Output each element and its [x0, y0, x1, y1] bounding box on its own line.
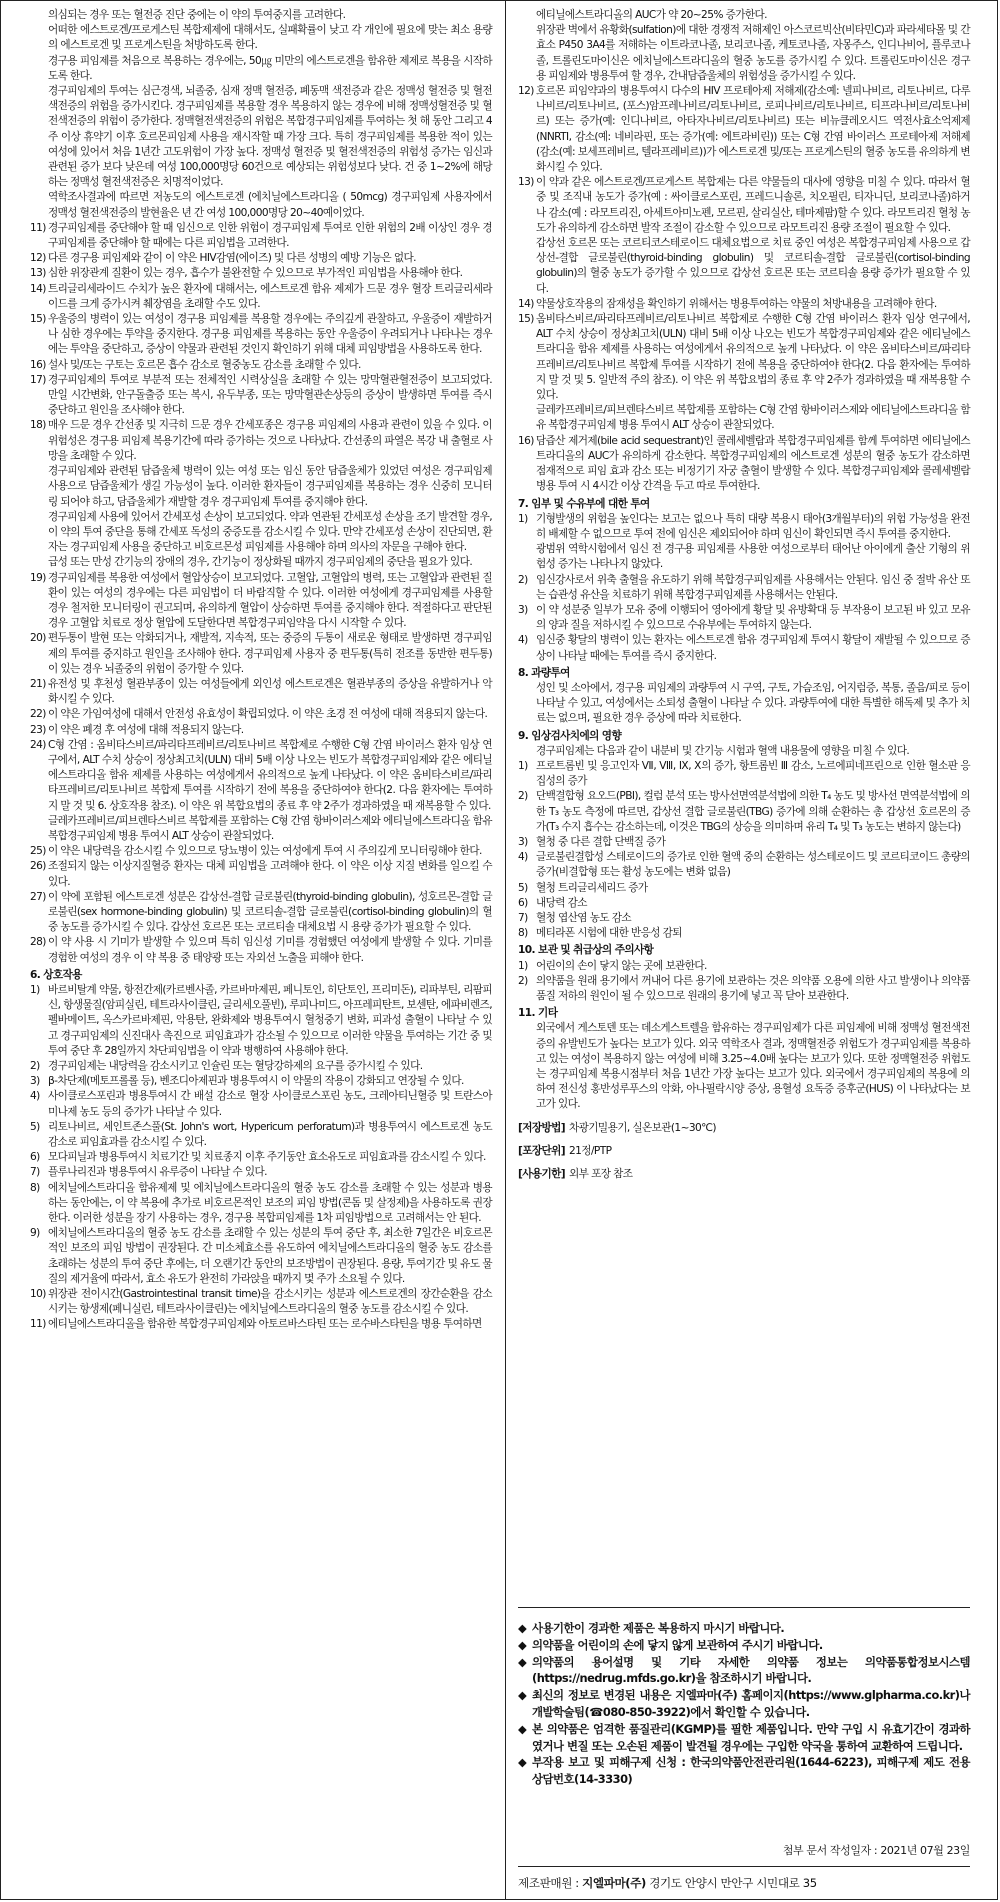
numbered-item — [30, 890, 492, 936]
numbered-item — [518, 974, 970, 1004]
notice-text: 부작용 보고 및 피해구제 신청 : 한국의약품안전관리원(1644-6223), 피해구제 제도 전용 상담번호(14-3330) — [532, 1755, 970, 1787]
item-text: 옴비타스비르/파리타프레비르/리토나비르 복합제로 수행한 C형 간염 바이러스 환자 임상 연구에서, ALT 수치 상승이 정상최고치(ULN) 대비 5배 이상 나오는 빈도가 복합경구피임제와 같은 에티닐에스트라디올 함유 제제를 사용하는 여성에게서 유의적으로 높게 나타났다. 이 약은 옴비타스비르/파리타프레비르/리토나비르 복합제 투여를 시작하기 전에 복용을 중단하여야 한다(2. 다음 환자에는 투여하지 말 것 및 5. 일반적 주의 참조). 이 약은 위 복합요법의 종료 후 약 2주가 경과하였을 때 재복용할 수 있다. — [536, 313, 970, 402]
numbered-item — [518, 603, 970, 633]
numbered-item — [518, 297, 970, 312]
numbered-item — [518, 789, 970, 835]
paragraph: 경구피임제와 관련된 담즙울체 병력이 있는 여성 또는 임신 동안 담즙울체가 있었던 여성은 경구피임제 사용으로 담즙울체가 생길 가능성이 높다. 이러한 환자들이 경구피임제를 복용하는 경우 신중히 모니터링 되어야 하고, 담즙울체가 재발할 경우 경구피임제 투여를 중지해야 한다. — [48, 465, 492, 508]
item-text: 글로불린결합성 스테로이드의 증가로 인한 혈액 중의 순환하는 성스테로이드 및 코르티코이드 총량의 증가(비결합형 또는 활성 농도에는 변화 없음) — [536, 851, 970, 879]
item-text: β-차단제(메토프롤롤 등), 벤조디아제핀과 병용투여시 이 약물의 작용이 강화되고 연장될 수 있다. — [48, 1075, 464, 1088]
section-9-heading: 9. 임상검사치에의 영향 — [518, 729, 622, 742]
item-text: 다른 경구용 피임제와 같이 이 약은 HIV감염(에이즈) 및 다른 성병의 예방 기능은 없다. — [48, 252, 416, 265]
numbered-item — [30, 282, 492, 312]
item-text: 심한 위장관계 질환이 있는 경우, 흡수가 불완전할 수 있으므로 부가적인 피임법을 사용해야 한다. — [48, 267, 463, 280]
item-number: 24) — [30, 738, 46, 751]
paragraph: 의심되는 경우 또는 혈전증 진단 중에는 이 약의 투여중지를 고려한다. — [48, 9, 346, 21]
diamond-bullet-icon: ◆ — [518, 1654, 527, 1669]
item-number: 5) — [518, 881, 528, 894]
notice-item — [518, 1620, 970, 1637]
item-text: 프로트롬빈 및 응고인자 Ⅶ, Ⅷ, Ⅸ, Ⅹ의 증가, 항트롬빈 Ⅲ 감소, 노르에피네프린으로 인한 혈소판 응집성의 증가 — [536, 759, 970, 788]
numbered-item — [30, 723, 492, 738]
item-number: 10) — [30, 1288, 46, 1301]
item-text: 임신강사로서 위축 출혈을 유도하기 위해 복합경구피임제를 사용해서는 안된다. 임신 중 절박 유산 또는 습관성 유산을 치료하기 위해 복합경구피임제를 사용해서는 안된다. — [536, 573, 970, 601]
item-text: 경구피임제를 복용한 여성에서 혈압상승이 보고되었다. 고혈압, 고혈압의 병력, 또는 고혈압과 관련된 질환이 있는 여성의 경우에는 다른 피임법이 더 바람직할 수 있다. 이러한 여성에게 경구피임제를 사용할 경우 철저한 모니터링이 권고되며, 유의하게 혈압이 상승하면 투여를 중지해야 한다. 적절하다고 판단된 경우 고혈압 치료로 정상 혈압에 도달한다면 복합경구피임약을 다시 시작할 수 있다. — [48, 571, 492, 630]
item-text: 위장관 전이시간(Gastrointestinal transit time)을 감소시키는 성분과 에스트로겐의 장간순환을 감소시키는 항생제(페니실린, 테트라사이클린)는 에치닐에스트라디올의 혈중 농도를 감소시킬 수 있다. — [48, 1288, 492, 1316]
numbered-item — [518, 926, 970, 941]
storage-row — [518, 1121, 970, 1136]
item-number: 1) — [30, 984, 40, 996]
item-text: 트리글리세라이드 수치가 높은 환자에 대해서는, 에스트로겐 함유 제제가 드문 경우 혈장 트리글리세라이드를 크게 증가시켜 췌장염을 초래할 수도 있다. — [48, 282, 492, 310]
numbered-item — [30, 571, 492, 632]
section-7-heading: 7. 임부 및 수유부에 대한 투여 — [518, 497, 650, 510]
item-text: 이 약은 내당력을 감소시킬 수 있으므로 당뇨병이 있는 여성에게 투여 시 주의깊게 모니터링해야 한다. — [48, 845, 482, 858]
paragraph: 역학조사결과에 따르면 저농도의 에스트로겐 (에치닐에스트라디올 ( 50mcg) 경구피임제 사용자에서 정맥성 혈전색전증의 발현율은 년 간 여성 100,000명당 20~40예이었다. — [48, 191, 492, 219]
paragraph: 급성 또는 만성 간기능의 장애의 경우, 간기능이 정상화될 때까지 경구피임제의 중단을 필요가 있다. — [48, 556, 473, 569]
paragraph: 에티닐에스트라디올의 AUC가 약 20~25% 증가한다. — [536, 9, 767, 21]
paragraph: 어떠한 에스트로겐/프로게스틴 복합제제에 대해서도, 실패확률이 낮고 각 개인에 필요에 맞는 최소 용량의 에스트로겐 및 프로게스틴을 처방하도록 한다. — [48, 24, 492, 52]
item-number: 9) — [30, 1227, 40, 1240]
item-number: 15) — [30, 313, 46, 326]
item-text: 단백결합형 요오드(PBI), 컬럼 분석 또는 방사선면역분석법에 의한 T₄ 농도 및 방사선 면역분석법에 의한 T₃ 농도 측정에 따르면, 갑상선 결합 글로불린(TBG) 증가에 의해 순환하는 총 갑상선 호르몬의 증가(T₃ 수지 흡수는 감소하는데, 이것은 TBG의 상승을 의미하며 유리 T₄ 및 T₃ 농도는 변하지 않는다) — [536, 790, 970, 833]
paragraph: 글레카프레비르/피브렌타스비르 복합제를 포함하는 C형 간염 항바이러스제와 에티닐에스트라디올 함유 복합경구피임제 병용 투여시 ALT 상승이 관찰되었다. — [48, 814, 492, 842]
numbered-item — [30, 859, 492, 889]
item-text: 이 약은 폐경 후 여성에 대해 적용되지 않는다. — [48, 723, 244, 736]
numbered-item — [30, 738, 492, 814]
item-number: 6) — [30, 1151, 40, 1164]
column-divider — [505, 0, 506, 1900]
item-number: 13) — [30, 267, 46, 280]
numbered-item — [30, 631, 492, 677]
item-number: 22) — [30, 708, 46, 721]
numbered-item — [30, 373, 492, 419]
item-text: C형 간염 : 옴비타스비르/파리타프레비르/리토나비르 복합제로 수행한 C형 간염 바이러스 환자 임상 연구에서, ALT 수치 상승이 정상최고치(ULN) 대비 5배 이상 나오는 빈도가 복합경구피임제와 같은 에티닐에스트라디올 함유 제제를 사용하는 여성에게서 유의적으로 높게 나타났다. 이 약은 옴비타스비르/파리타프레비르/리토나비르 복합제 투여를 시작하기 전에 복용을 중단하여야 한다(2. 다음 환자에는 투여하지 말 것 및 6. 상호작용 참조). 이 약은 위 복합요법의 종료 후 약 2주가 경과하였을 때 재복용할 수 있다. — [48, 738, 492, 812]
numbered-item — [30, 844, 492, 859]
diamond-bullet-icon: ◆ — [518, 1688, 527, 1703]
item-number: 4) — [30, 1090, 40, 1103]
left-column — [30, 8, 492, 1333]
item-text: 혈청 중 다른 결합 단백질 증가 — [536, 835, 666, 848]
item-number: 1) — [518, 759, 528, 772]
numbered-item — [518, 312, 970, 403]
item-text: 호르몬 피임약과의 병용투여시 다수의 HIV 프로테아제 저해제(감소예: 넬피나비르, 리토나비르, 다루나비르/리토나비르, (포스)암프레나비르/리토나비르, 로피나비르/리토나비르, 티프라나비르/리토나비르) 또는 증가(예: 인디나비르, 아타자나비르/리토나비르) 또는 비뉴클레오시드 역전사효소억제제(NNRTI, 감소(예: 네비라핀, 또는 증가(예: 에트라비린)) 또는 C형 간염 바이러스 프로테아제 저해제(감소(예: 보세프레비르, 텔라프레비르))가 에스트로겐 및/또는 프로게스틴의 혈중 농도를 유의하게 변화시킬 수 있다. — [536, 85, 970, 174]
notice-text: 의약품의 용어설명 및 기타 자세한 의약품 정보는 의약품통합정보시스템(https://nedrug.mfds.go.kr)을 참조하시기 바랍니다. — [532, 1654, 970, 1686]
item-number: 27) — [30, 890, 46, 903]
item-text: 우울증의 병력이 있는 여성이 경구용 피임제를 복용할 경우에는 주의깊게 관찰하고, 우울증이 재발하거나 심한 경우에는 투약을 중지한다. 경구용 피임제를 복용하는 동안 우울증이 우려되거나 나타나는 경우에는 투약을 중단하고, 증상이 약물과 관련된 것인지 확인하기 위해 대체 피임방법을 사용하도록 한다. — [48, 313, 492, 356]
notice-item — [518, 1654, 970, 1688]
expiry-label: [사용기한] — [518, 1168, 566, 1181]
maker-name: 지엘파마(주) — [582, 1876, 646, 1890]
numbered-item — [30, 1074, 492, 1089]
notice-item — [518, 1687, 970, 1721]
item-text: 설사 및/또는 구토는 호르몬 흡수 감소로 혈중농도 감소를 초래할 수 있다. — [48, 358, 361, 371]
item-number: 2) — [518, 974, 528, 987]
numbered-item — [30, 1150, 492, 1165]
numbered-item — [30, 1317, 492, 1332]
item-number: 21) — [30, 677, 46, 690]
notice-item — [518, 1754, 970, 1788]
numbered-item — [518, 881, 970, 896]
notice-text: 사용기한이 경과한 제품은 복용하지 마시기 바랍니다. — [532, 1621, 785, 1635]
notice-item — [518, 1637, 970, 1654]
item-text: 에티닐에스트라디올을 함유한 복합경구피임제와 아토르바스타틴 또는 로수바스타틴을 병용 투여하면 — [48, 1318, 482, 1331]
notice-text: 본 의약품은 엄격한 품질관리(KGMP)를 필한 제품입니다. 만약 구입 시 유효기간이 경과하였거나 변질 또는 오손된 제품이 발견될 경우에는 구입한 약국을 통하여 교환하여 드립니다. — [532, 1721, 970, 1753]
item-text: 경구피임제를 중단해야 할 때 임신으로 인한 위험이 경구피임제 투여로 인한 위험의 2배 이상인 경우 경구피임제를 중단해야 할 때에는 다른 피임법을 고려한다. — [48, 221, 492, 250]
numbered-item — [518, 573, 970, 603]
item-number: 5) — [30, 1120, 40, 1133]
numbered-item — [30, 221, 492, 251]
item-text: 조절되지 않는 이상지질혈증 환자는 대체 피임법을 고려해야 한다. 이 약은 이상 지질 변화를 일으킬 수 있다. — [48, 860, 492, 888]
item-text: 리토나비르, 세인트존스풀(St. John's wort, Hypericum perforatum)과 병용투여시 에스트로겐 농도 감소로 피임효과를 감소시킬 수 있다. — [48, 1120, 492, 1149]
item-number: 2) — [518, 790, 528, 803]
item-text: 내당력 감소 — [536, 896, 587, 909]
item-text: 에치닐에스트라디올 함유제제 및 에치닐에스트라디올의 혈중 농도 감소를 초래할 수 있는 성분과 병용하는 동안에는, 이 약 복용에 추가로 비호르몬적인 보조의 피임 방법(콘돔 및 살정제)을 사용하도록 권장한다. 이러한 성분을 장기 사용하는 경우, 경구용 복합피임제를 1차 피임방법으로 고려해서는 안 된다. — [48, 1181, 492, 1225]
expiry-value: 외부 포장 참조 — [569, 1168, 633, 1181]
item-number: 2) — [30, 1060, 40, 1073]
item-text: 메티라폰 시험에 대한 반응성 감퇴 — [536, 927, 682, 940]
item-text: 플루나리진과 병용투여시 유루증이 나타날 수 있다. — [48, 1166, 267, 1179]
item-text: 담즙산 제거제(bile acid sequestrant)인 콜레세벨람과 복합경구피임제를 함께 투여하면 에티닐에스트라디올의 AUC가 유의하게 감소한다. 복합경구피임제의 에스트로겐 성분의 혈중 농도가 감소하면 점재적으로 피임 효과 감소 또는 비정기기 자궁 출혈이 발생할 수 있다. 복합경구피임제와 콜레세벨람 병용 투여 시 4시간 이상 간격을 두고 따로 투여한다. — [536, 434, 970, 493]
expiry-row — [518, 1167, 970, 1182]
item-number: 16) — [30, 358, 46, 371]
item-number: 14) — [30, 282, 46, 295]
paragraph: 경구용 피임제를 처음으로 복용하는 경우에는, 50㎍ 미만의 에스트로겐을 함유한 제제로 복용을 시작하도록 한다. — [48, 54, 492, 82]
numbered-item — [30, 983, 492, 1059]
item-number: 23) — [30, 723, 46, 736]
numbered-item — [518, 512, 970, 542]
item-text: 매우 드문 경우 간선종 및 지극히 드문 경우 간세포종은 경구용 피임제의 사용과 관련이 있을 수 있다. 이 위험성은 경구용 피임제 복용기간에 따라 증가하는 것으로 나타났다. 간선종의 파열은 복강 내 출혈로 사망을 초래할 수 있다. — [48, 419, 492, 462]
item-number: 2) — [518, 573, 528, 586]
item-number: 8) — [518, 927, 528, 940]
numbered-item — [518, 759, 970, 789]
item-text: 약물상호작용의 잠재성을 확인하기 위해서는 병용투여하는 약물의 처방내용을 고려해야 한다. — [536, 297, 937, 310]
item-number: 19) — [30, 571, 46, 584]
section-9-intro: 경구피임제는 다음과 같이 내분비 및 간기능 시험과 혈액 내용물에 영향을 미칠 수 있다. — [536, 744, 910, 757]
numbered-item — [518, 633, 970, 663]
numbered-item — [30, 312, 492, 358]
item-number: 3) — [518, 603, 528, 616]
item-number: 1) — [518, 959, 528, 972]
item-number: 11) — [30, 1318, 46, 1331]
item-number: 12) — [30, 252, 46, 265]
item-number: 3) — [30, 1075, 40, 1088]
item-text: 어린이의 손이 닿지 않는 곳에 보관한다. — [536, 959, 707, 972]
numbered-item — [30, 418, 492, 464]
paragraph: 위장관 벽에서 유황화(sulfation)에 대한 경쟁적 저해제인 아스코르빅산(비타민C)과 파라세타몰 및 간 효소 P450 3A4를 저해하는 이트라코나졸, 보리코나졸, 케토코나졸, 자몽주스, 인디나비어, 플루코나졸, 트롤린도마이신은 에치닐에스트라디올의 혈중 농도를 증가시킬 수 있다. 트롤린도마이신은 경구용 피임제와 병용투여 할 경우, 간내담즙울체의 위험성을 증가시킬 수 있다. — [536, 24, 970, 82]
section-8-text: 성인 및 소아에서, 경구용 피임제의 과량투여 시 구역, 구토, 가슴조임, 어지럼증, 복통, 졸음/피로 등이 나타날 수 있고, 여성에서는 소퇴성 출혈이 나타날 수 있다. 과량투여에 대한 특별한 해독제 및 추가 치료는 없으며, 필요한 경우 증상에 따라 치료한다. — [536, 681, 970, 725]
package-row — [518, 1144, 970, 1159]
diamond-bullet-icon: ◆ — [518, 1621, 527, 1635]
maker-address: 경기도 안양시 만안구 시민대로 35 — [649, 1876, 817, 1890]
item-text: 편두통이 발현 또는 악화되거나, 재발적, 지속적, 또는 중증의 두통이 새로운 형태로 발생하면 경구피임제의 투여를 중지하고 원인을 조사해야 한다. 경구피임제 사용자 중 편두통(특히 전조를 동반한 편두통)이 있는 경우 뇌졸중의 위험이 증가할 수 있다. — [48, 632, 492, 675]
numbered-item — [30, 1226, 492, 1287]
notice-text: 최신의 정보로 변경된 내용은 지엘파마(주) 홈페이지(https://www.glpharma.co.kr)나 개발학술팀(☎080-850-3922)에서 확인할 수 있습니다. — [532, 1688, 970, 1719]
numbered-item — [30, 707, 492, 722]
item-text: 혈청 엽산염 농도 감소 — [536, 911, 632, 924]
item-number: 7) — [518, 911, 528, 924]
item-text: 이 약에 포함된 에스트로겐 성분은 갑상선-결합 글로불린(thyroid-binding globulin), 성호르몬-결합 글로불린(sex hormone-binding globulin) 및 코르티솔-결합 글로불린(cortisol-binding globulin)의 혈중 농도를 증가시킬 수 있다. 갑상선 호르몬 또는 코르티솔 대체요법 시 용량 증가가 필요할 수 있다. — [48, 890, 492, 934]
manufacturer-info — [518, 1866, 970, 1891]
item-text: 이 약과 같은 에스트로겐/프로게스트 복합제는 다른 약물들의 대사에 영향을 미칠 수 있다. 따라서 혈중 및 조직내 농도가 증가(예 : 싸이클로스포린, 프레드니솔론, 치오필린, 티자니딘, 보리코나졸)하거나 감소(예 : 라모트리진, 아세트아미노펜, 모르핀, 살리실산, 테마제팜)할 수 있다. 라모트리진 혈청 농도가 유의하게 감소하면 발작 조절이 감소할 수 있으므로 라모트리진 용량 조절이 필요할 수 있다. — [536, 176, 970, 234]
item-text: 기형발생의 위험을 높인다는 보고는 없으나 특히 대량 복용시 태아(3개월부터)의 위험 가능성을 완전히 배제할 수 없으므로 투여 전에 임신은 제외되어야 하며 임신이 확인되면 즉시 투여를 중지한다. — [536, 512, 970, 540]
section-10-heading: 10. 보관 및 취급상의 주의사항 — [518, 944, 654, 957]
numbered-item — [30, 251, 492, 266]
numbered-item — [30, 1089, 492, 1119]
item-text: 유전성 및 후천성 혈관부종이 있는 여성들에게 외인성 에스트로겐은 혈관부종의 증상을 유발하거나 악화시킬 수 있다. — [48, 677, 492, 706]
item-number: 14) — [518, 297, 534, 310]
item-number: 4) — [518, 851, 528, 864]
item-number: 6) — [518, 896, 528, 909]
item-number: 4) — [518, 634, 528, 647]
numbered-item — [518, 84, 970, 175]
item-number: 18) — [30, 419, 46, 432]
numbered-item — [30, 1059, 492, 1074]
numbered-item — [30, 677, 492, 707]
numbered-item — [518, 835, 970, 850]
notice-item — [518, 1721, 970, 1755]
numbered-item — [518, 959, 970, 974]
notice-box — [518, 1607, 970, 1788]
right-column — [518, 8, 970, 1182]
storage-value: 차광기밀용기, 실온보관(1~30℃) — [569, 1121, 716, 1134]
storage-label: [저장방법] — [518, 1121, 566, 1134]
item-number: 28) — [30, 936, 46, 949]
numbered-item — [30, 266, 492, 281]
item-number: 20) — [30, 632, 46, 645]
numbered-item — [30, 1181, 492, 1227]
section-11-text: 외국에서 게스토덴 또는 데소게스트렐을 함유하는 경구피임제가 다른 피임제에 비해 정맥성 혈전색전증의 유발빈도가 높다는 보고가 있다. 외국 역학조사 결과, 정맥혈전증 위험도가 경구피임제를 복용하고 있는 여성이 복용하지 않는 여성에 비해 3.25~4.0배 높다는 보고가 있다. 또한 정맥혈전증 위험도는 경구피임제 복용시점부터 처음 1년간 가장 높다는 보고가 있다. 외국에서 경구피임제의 복용에 의하여 전신성 홍반성루푸스의 악화, 아나필락시양 증상, 용혈성 요독증 증후군(HUS) 이 나타났다는 보고가 있다. — [536, 1022, 970, 1111]
numbered-item — [30, 1165, 492, 1180]
item-number: 11) — [30, 221, 46, 234]
numbered-item — [518, 896, 970, 911]
item-number: 16) — [518, 434, 534, 447]
numbered-item — [30, 1120, 492, 1150]
item-number: 12) — [518, 85, 534, 98]
item-text: 바르비탈계 약물, 항전간제(카르벤사졸, 카르바마제핀, 페니토인, 히단토인, 프리미돈), 리파부틴, 리팜피신, 항생물질(암피실린, 테트라사이클린, 글리세오풀빈), 루피나미드, 아프레피탄트, 보센탄, 에파비렌즈, 펠바메이트, 옥스카르바제핀, 악용탄, 완화제와 병용투여시 혈청중기 변화, 피과성 출혈이 나타날 수 있고 경구피임제의 신진대사 촉진으로 피임효과가 감소될 수 있으므로 이러한 약물을 투여하는 기간 중 및 투여 중단 후 28일까지 차단피임법을 이 약과 병행하여 사용해야 한다. — [48, 984, 492, 1057]
item-text: 이 약 성분중 일부가 모유 중에 이행되어 영아에게 황달 및 유방확대 등 부작용이 보고된 바 있고 모유의 양과 질을 저하시킬 수 있으므로 수유부에는 투여하지 않는다. — [536, 603, 970, 632]
paragraph: 경구피임제의 투여는 심근경색, 뇌졸중, 심재 정맥 혈전증, 폐동맥 색전증과 같은 정맥성 혈전증 및 혈전색전증의 위험을 증가시킨다. 경구피임제를 복용할 경우 복용하지 않는 경우에 비해 정맥성혈전증 및 혈전색전증의 위험이 증가한다. 정맥혈전색전증의 위험은 복합경구피임제를 투여하는 첫 해 동안 그리고 4주 이상 휴약기 이후 호르몬피임제 사용을 재시작할 때 가장 크다. 특히 경구피임제를 복용한 적이 있는 여성에 있어서 처음 1년간 고도위험이 가장 높다. 정맥성 혈전증 및 혈전색전증의 위험성 증가는 임신과 관련된 증가 보다 낮은데 여성 100,000명당 60건으로 예상되는 위험성보다 낮다. 건 중 1~2%에 해당하는 정맥성 혈전색전증은 치명적이었다. — [48, 85, 492, 189]
notice-text: 의약품을 어린이의 손에 닿지 않게 보관하여 주시기 바랍니다. — [532, 1637, 823, 1652]
paragraph: 글레카프레비르/피브렌타스비르 복합제를 포함하는 C형 간염 항바이러스제와 에티닐에스트라디올 함유 복합경구피임제 병용 투여시 ALT 상승이 관찰되었다. — [536, 404, 970, 432]
item-text: 의약품을 원래 용기에서 꺼내어 다른 용기에 보관하는 것은 의약품 오용에 의한 사고 발생이나 의약품 품질 저하의 원인이 될 수 있으므로 원래의 용기에 넣고 꼭 닫아 보관한다. — [536, 974, 970, 1002]
item-text: 모다피닐과 병용투여시 치료기간 및 치료종지 이후 주기동안 효소유도로 피임효과를 감소시킬 수 있다. — [48, 1151, 486, 1164]
section-6-heading: 6. 상호작용 — [30, 968, 82, 981]
document-date: 첨부 문서 작성일자 : 2021년 07월 23일 — [782, 1844, 970, 1857]
diamond-bullet-icon: ◆ — [518, 1721, 527, 1736]
item-number: 25) — [30, 845, 46, 858]
item-text: 경구피임제의 투여로 부분적 또는 전체적인 시력상실을 초래할 수 있는 망막혈관혈전증이 보고되었다. 만일 시간변화, 안구돌출증 또는 복시, 유두부종, 또는 망막혈관손상등의 증상이 발생하면 투여를 즉시 중단하고 원인을 조사해야 한다. — [48, 373, 492, 417]
item-number: 1) — [518, 512, 528, 525]
item-number: 26) — [30, 860, 46, 873]
diamond-bullet-icon: ◆ — [518, 1755, 527, 1770]
item-number: 8) — [30, 1181, 40, 1194]
section-8-heading: 8. 과량투여 — [518, 666, 570, 679]
item-text: 에치닐에스트라디올의 혈중 농도 감소를 초래할 수 있는 성분의 투여 중단 후, 최소한 7일간은 비호르몬적인 보조의 피임 방법이 권장된다. 간 미소체효소를 유도하여 에치닐에스트라디올의 혈중 농도 감소를 초래하는 성분의 투여 중단 후에는, 더 오랜기간 동안의 보조방법이 권장된다. 용량, 투여기간 및 유도 물질의 제거율에 따라서, 효소 유도가 완전히 가라앉을 때까지 몇 주가 소요될 수 있다. — [48, 1227, 492, 1285]
item-text: 이 약은 가임여성에 대해서 안전성 유효성이 확립되었다. 이 약은 초경 전 여성에 대해 적용되지 않는다. — [48, 708, 488, 721]
item-number: 13) — [518, 176, 534, 189]
package-label: [포장단위] — [518, 1144, 566, 1157]
numbered-item — [518, 434, 970, 495]
item-number: 15) — [518, 313, 534, 326]
item-text: 경구피임제는 내당력을 감소시키고 인슐린 또는 혈당강하제의 요구를 증가시킬 수 있다. — [48, 1060, 423, 1073]
item-number: 17) — [30, 373, 46, 386]
item-text: 사이클로스포린과 병용투여시 간 배설 감소로 혈장 사이클로스포린 농도, 크레아티닌혈증 및 트란스아미나제 농도 등의 증가가 나타날 수 있다. — [48, 1090, 492, 1118]
maker-label: 제조판매원 : — [518, 1876, 579, 1890]
paragraph: 갑상선 호르몬 또는 코르티코스테로이드 대체요법으로 치료 중인 여성은 복합경구피임제 사용으로 갑상선-결합 글로불린(thyroid-binding globulin) 및 코르티솔-결합 글로불린(cortisol-binding globulin)의 혈중 농도가 증가할 수 있으므로 갑상선 호르몬 또는 코르티솔 용량 증가가 필요할 수 있다. — [536, 237, 970, 295]
item-text: 이 약 사용 시 기미가 발생할 수 있으며 특히 임신성 기미를 경험했던 여성에게 발생할 수 있다. 기미를 경험한 여성의 경우 이 약 복용 중 태양광 또는 자외선 노출을 피해야 한다. — [48, 936, 492, 964]
section-11-heading: 11. 기타 — [518, 1007, 558, 1020]
numbered-item — [518, 175, 970, 236]
paragraph: 경구피임제 사용에 있어서 간세포성 손상이 보고되었다. 약과 연관된 간세포성 손상을 조기 발견할 경우, 이 약의 투여 중단을 통해 간세포 독성의 중증도를 감소시킬 수 있다. 만약 간세포성 손상이 진단되면, 환자는 경구피임제 사용을 중단하고 비호르몬성 피임제를 사용해야 하며 의사의 자문을 구해야 한다. — [48, 510, 492, 554]
paragraph: 광범위 역학시험에서 임신 전 경구용 피임제를 사용한 여성으로부터 태어난 아이에게 출산 기형의 위험성 증가는 나타나지 않았다. — [536, 543, 970, 571]
item-text: 혈청 트리글리세리드 증가 — [536, 881, 648, 894]
item-number: 7) — [30, 1166, 40, 1179]
package-value: 21정/PTP — [569, 1144, 612, 1157]
numbered-item — [518, 850, 970, 880]
diamond-bullet-icon: ◆ — [518, 1637, 527, 1652]
numbered-item — [518, 911, 970, 926]
item-text: 임신중 황달의 병력이 있는 환자는 에스트로겐 함유 경구피임제 투여시 황달이 재발될 수 있으므로 증상이 나타날 때에는 투여를 즉시 중지한다. — [536, 634, 970, 662]
numbered-item — [30, 358, 492, 373]
numbered-item — [30, 1287, 492, 1317]
item-number: 3) — [518, 835, 528, 848]
numbered-item — [30, 935, 492, 965]
